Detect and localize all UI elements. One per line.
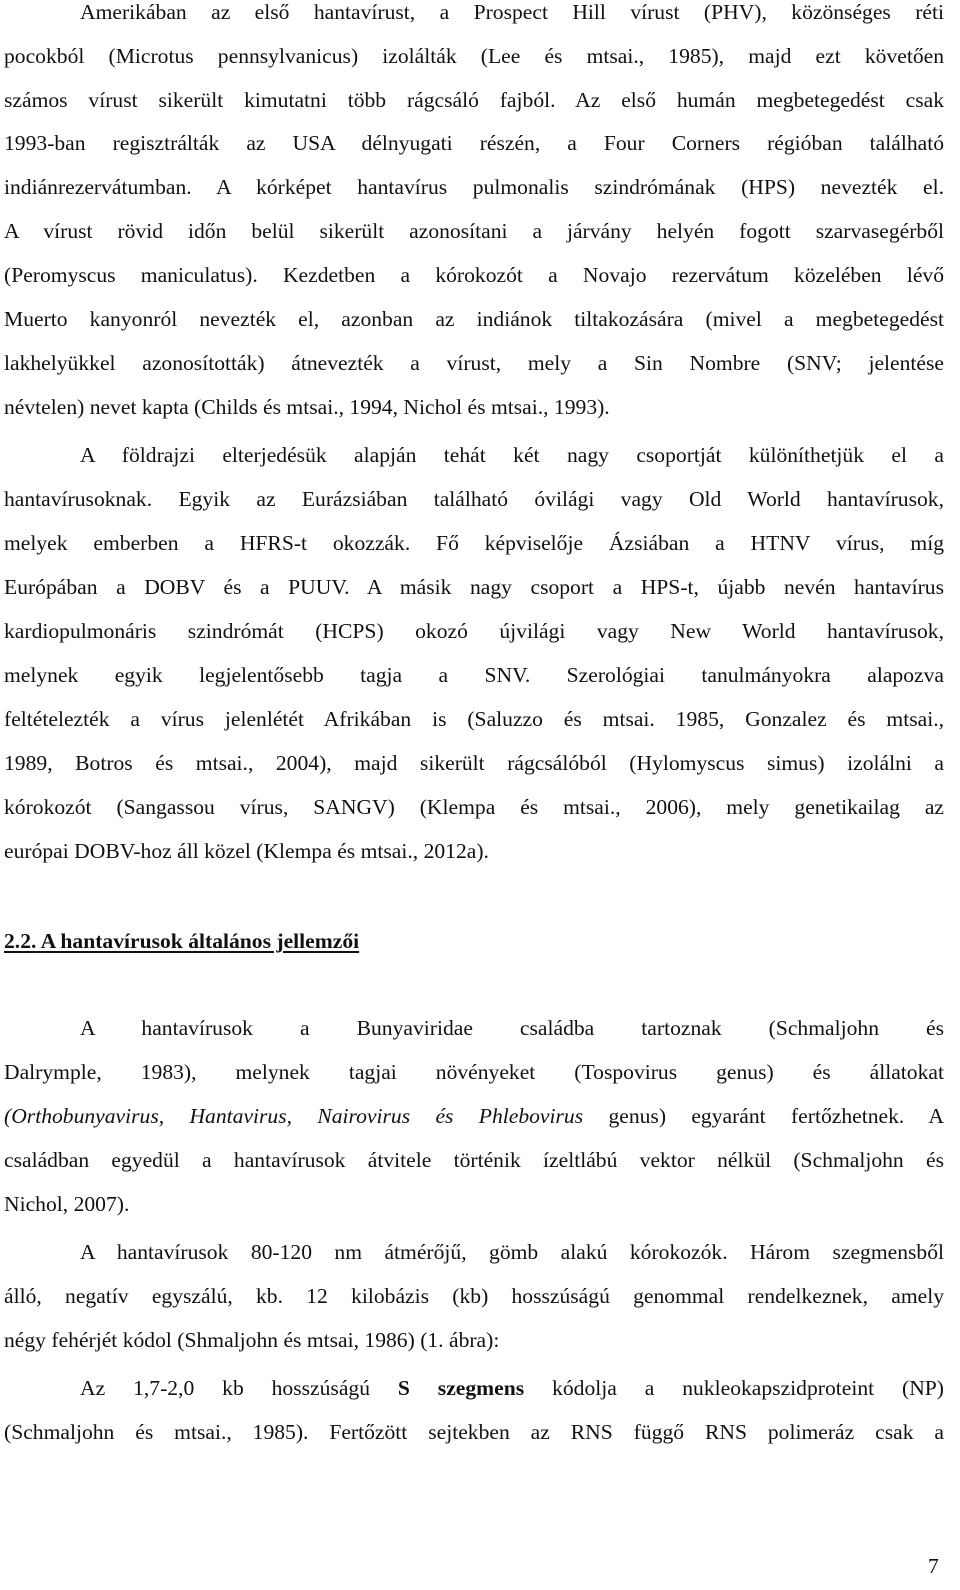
text-line: négy fehérjét kódol (Shmaljohn és mtsai, 1986) (1. ábra): [4, 1328, 500, 1352]
text-line: Dalrymple, 1983), melynek tagjai növényeket (Tospovirus genus) és állatokat [4, 1060, 944, 1084]
text-segment: kódolja a nukleokapszidproteint (NP) [552, 1376, 945, 1400]
text-segment: genus) egyaránt fertőzhetnek. A [608, 1104, 944, 1128]
text-line: melyek emberben a HFRS-t okozzák. Fő képviselője Ázsiában a HTNV vírus, míg [4, 531, 944, 555]
text-line: Nichol, 2007). [4, 1192, 130, 1216]
text-line: feltételezték a vírus jelenlétét Afrikában is (Saluzzo és mtsai. 1985, Gonzalez és mtsai., [4, 707, 944, 731]
text-line: 1989, Botros és mtsai., 2004), majd sikerült rágcsálóból (Hylomyscus simus) izolálni a [4, 751, 944, 775]
text-line: pocokból (Microtus pennsylvanicus) izolálták (Lee és mtsai., 1985), majd ezt követően [4, 44, 944, 68]
text-line: indiánrezervátumban. A kórképet hantavírus pulmonalis szindrómának (HPS) nevezték el. [4, 175, 944, 199]
text-line: kórokozót (Sangassou vírus, SANGV) (Klempa és mtsai., 2006), mely genetikailag az [4, 795, 944, 819]
text-line: 1993-ban regisztrálták az USA délnyugati részén, a Four Corners régióban található [4, 131, 944, 155]
text-line: európai DOBV-hoz áll közel (Klempa és mtsai., 2012a). [4, 839, 489, 863]
text-line: álló, negatív egyszálú, kb. 12 kilobázis (kb) hosszúságú genommal rendelkeznek, amely [4, 1284, 944, 1308]
section-number: 2.2. [4, 929, 37, 953]
text-line: lakhelyükkel azonosították) átnevezték a vírust, mely a Sin Nombre (SNV; jelentése [4, 351, 944, 375]
text-line: Európában a DOBV és a PUUV. A másik nagy csoport a HPS-t, újabb nevén hantavírus [4, 575, 944, 599]
text-line: számos vírust sikerült kimutatni több rágcsáló fajból. Az első humán megbetegedést csak [4, 88, 944, 112]
text-line: Muerto kanyonról nevezték el, azonban az indiánok tiltakozására (mivel a megbetegedést [4, 307, 944, 331]
page-number: 7 [928, 1554, 939, 1578]
text-line: Amerikában az első hantavírust, a Prospect Hill vírust (PHV), közönséges réti [80, 0, 944, 24]
text-line: családban egyedül a hantavírusok átvitele történik ízeltlábú vektor nélkül (Schmaljohn és [4, 1148, 944, 1172]
text-line: (Peromyscus maniculatus). Kezdetben a kórokozót a Novajo rezervátum közelében lévő [4, 263, 944, 287]
text-line: melynek egyik legjelentősebb tagja a SNV. Szerológiai tanulmányokra alapozva [4, 663, 944, 687]
text-line: A hantavírusok 80-120 nm átmérőjű, gömb alakú kórokozók. Három szegmensből [80, 1240, 944, 1264]
italic-genera-list: (Orthobunyavirus, Hantavirus, Nairovirus és Phlebovirus [4, 1104, 584, 1128]
text-segment: Az 1,7-2,0 kb hosszúságú [80, 1376, 370, 1400]
text-line: A földrajzi elterjedésük alapján tehát két nagy csoportját különíthetjük el a [80, 443, 944, 467]
text-line: hantavírusoknak. Egyik az Eurázsiában található óvilági vagy Old World hantavírusok, [4, 487, 944, 511]
bold-term: S szegmens [397, 1376, 525, 1400]
text-line: A vírust rövid időn belül sikerült azonosítani a járvány helyén fogott szarvasegérből [4, 219, 944, 243]
text-line: (Schmaljohn és mtsai., 1985). Fertőzött sejtekben az RNS függő RNS polimeráz csak a [4, 1420, 944, 1444]
text-line: A hantavírusok a Bunyaviridae családba tartoznak (Schmaljohn és [80, 1016, 944, 1040]
section-heading [4, 929, 359, 954]
text-line: kardiopulmonáris szindrómát (HCPS) okozó újvilági vagy New World hantavírusok, [4, 619, 944, 643]
section-title: A hantavírusok általános jellemzői [40, 929, 360, 953]
text-line: névtelen) nevet kapta (Childs és mtsai., 1994, Nichol és mtsai., 1993). [4, 395, 610, 419]
text-line [4, 1106, 944, 1128]
text-line [80, 1378, 944, 1400]
